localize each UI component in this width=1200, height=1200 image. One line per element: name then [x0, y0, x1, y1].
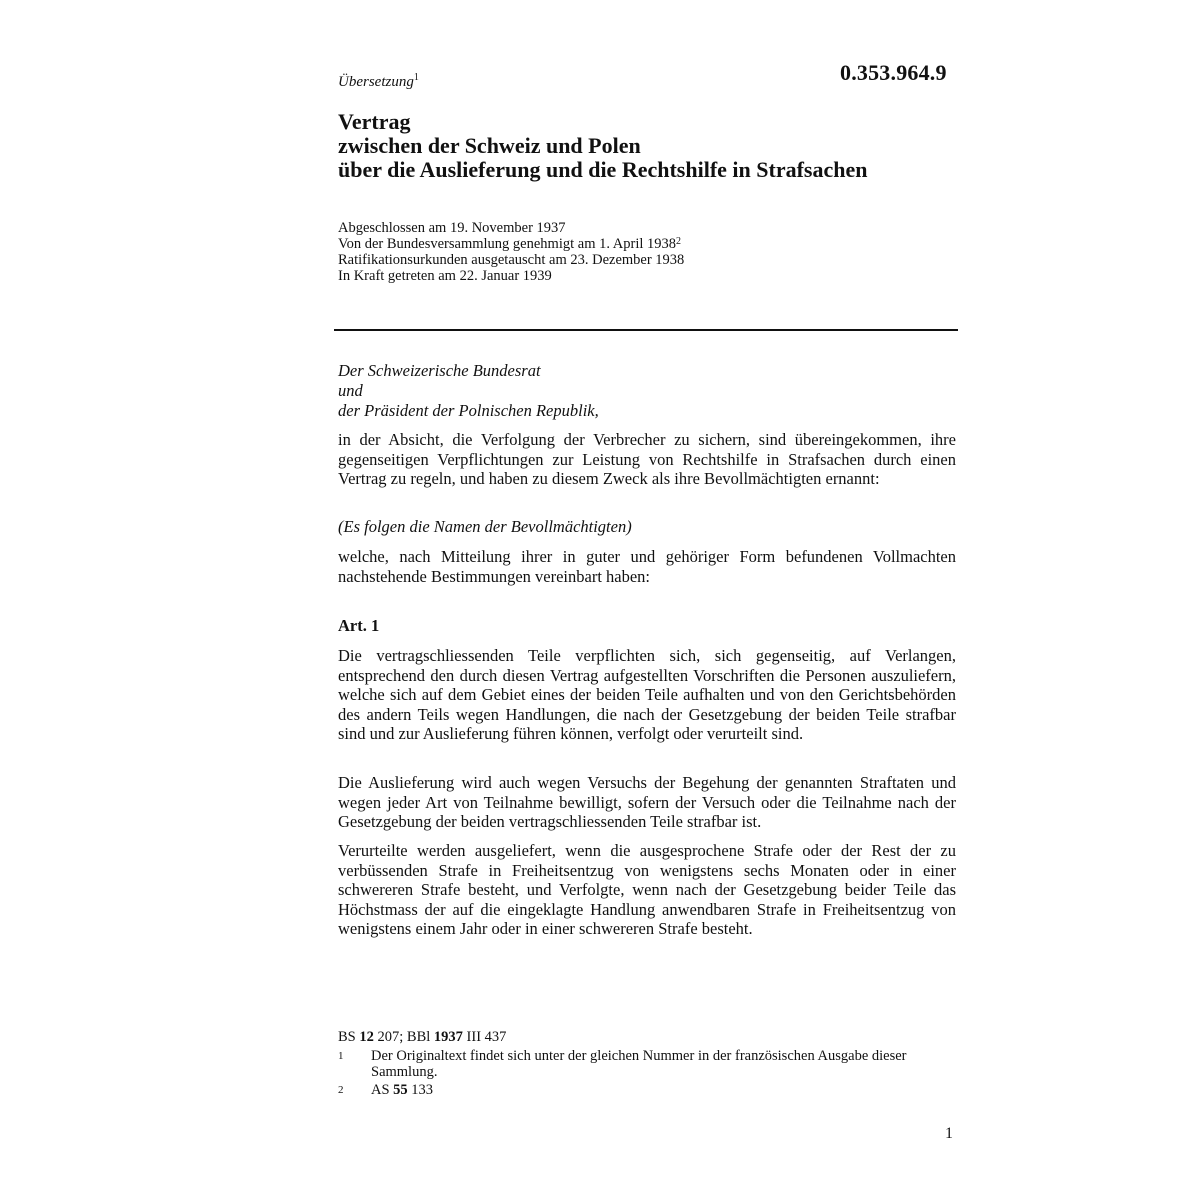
- document-title: [338, 110, 867, 182]
- preamble-paragraph-1: in der Absicht, die Verfolgung der Verbrecher zu sichern, sind übereingekommen, ihre gegenseitigen Verpflichtungen zur Leistung von Rechtshilfe in Strafsachen durch einen Vertrag zu regeln, und haben zu diesem Zweck als ihre Bevollmächtigten ernannt:: [338, 430, 956, 488]
- footnote-1: [338, 1048, 938, 1082]
- preamble-plenipotentiaries: (Es folgen die Namen der Bevollmächtigten): [338, 517, 632, 536]
- title-line-1: Vertrag: [338, 109, 411, 134]
- page-number: 1: [945, 1125, 953, 1142]
- article-1-paragraph-2: Die Auslieferung wird auch wegen Versuchs der Begehung der genannten Straftaten und wegen jeder Art von Teilnahme bewilligt, sofern der Versuch oder die Teilnahme nach der Gesetzgebung der beiden vertragschliessenden Teile strafbar ist.: [338, 773, 956, 831]
- meta-in-force: In Kraft getreten am 22. Januar 1939: [338, 268, 552, 284]
- sr-number: 0.353.964.9: [840, 60, 947, 85]
- preamble-party1: Der Schweizerische Bundesrat: [338, 361, 541, 380]
- translation-label: Übersetzung$^1$: [338, 72, 419, 90]
- footnote-1-number: 1: [338, 1050, 344, 1062]
- title-line-3: über die Auslieferung und die Rechtshilfe in Strafsachen: [338, 157, 868, 182]
- article-1-paragraph-1: Die vertragschliessenden Teile verpflichten sich, sich gegenseitig, auf Verlangen, entsprechend den durch diesen Vertrag aufgestellten Vorschriften die Personen auszuliefern, welche sich auf dem Gebiet eines der beiden Teile aufhalten und von den Gerichtsbehörden des andern Teils wegen Handlungen, die nach der Gesetzgebung der beiden Teile strafbar sind und zur Auslieferung führen können, verfolgt oder verurteilt sind.: [338, 646, 956, 743]
- preamble-and: und: [338, 381, 363, 400]
- footnote-2-number: 2: [338, 1084, 344, 1096]
- footnote-1-text: Der Originaltext findet sich unter der gleichen Nummer in der französischen Ausgabe dieser Sammlung.: [371, 1048, 907, 1080]
- meta-concluded: Abgeschlossen am 19. November 1937: [338, 220, 566, 236]
- meta-ratified: Ratifikationsurkunden ausgetauscht am 23. Dezember 1938: [338, 252, 685, 268]
- preamble-paragraph-2: welche, nach Mitteilung ihrer in guter und gehöriger Form befundenen Vollmachten nachstehende Bestimmungen vereinbart haben:: [338, 547, 956, 586]
- footnote-2-text: AS 55 133: [371, 1082, 434, 1098]
- preamble-party2: der Präsident der Polnischen Republik,: [338, 401, 599, 420]
- title-line-2: zwischen der Schweiz und Polen: [338, 133, 641, 158]
- article-1-heading: Art. 1: [338, 616, 380, 635]
- footnote-2: [338, 1082, 938, 1098]
- horizontal-rule: [334, 329, 958, 331]
- meta-approved: Von der Bundesversammlung genehmigt am 1. April 1938$^2$: [338, 236, 682, 252]
- footnote-ref-2[interactable]: 2: [676, 236, 682, 247]
- footnote-ref-1[interactable]: 1: [413, 72, 419, 83]
- treaty-metadata: [338, 220, 684, 284]
- article-1-paragraph-3: Verurteilte werden ausgeliefert, wenn die ausgesprochene Strafe oder der Rest der zu verbüssenden Strafe in Freiheitsentzug von wenigstens sechs Monaten oder in einer schwereren Strafe besteht, und Verfolgte, wenn nach der Gesetzgebung beider Teile das Höchstmass der auf die eingeklagte Handlung anwendbaren Strafe in Freiheitsentzug von wenigstens einem Jahr oder in einer schwereren Strafe besteht.: [338, 841, 956, 938]
- source-reference: BS 12 207; BBl 1937 III 437: [338, 1029, 507, 1045]
